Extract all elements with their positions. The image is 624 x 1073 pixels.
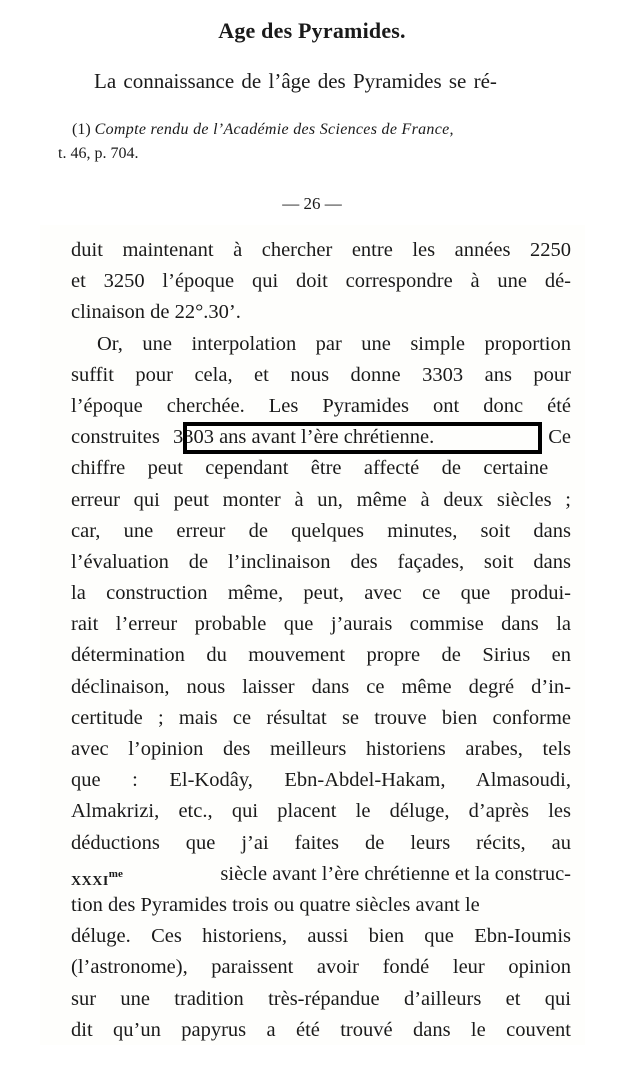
text-line: (l’astronome), paraissent avoir fondé leur opinion [71, 956, 571, 979]
text-line-highlighted [71, 422, 571, 453]
text-line: dit qu’un papyrus a été trouvé dans le couvent [71, 1018, 571, 1041]
text-line: déluge. Ces historiens, aussi bien que Ebn-Ioumis [71, 925, 571, 948]
text-line: rait l’erreur probable que j’aurais commise dans la [71, 613, 571, 636]
roman-numeral: xxxi [71, 867, 109, 890]
footnote-marker: (1) [72, 121, 91, 138]
text-line: clinaison de 22°.30’. [71, 301, 241, 324]
text-line: Or, une interpolation par une simple proportion [97, 332, 571, 355]
text-line: certitude ; mais ce résultat se trouve bien conforme [71, 706, 571, 729]
text-line: détermination du mouvement propre de Sirius en [71, 644, 571, 667]
text-line: et 3250 l’époque qui doit correspondre à une dé- [71, 270, 571, 293]
text-line: chiffre peut cependant être affecté de certaine [71, 457, 549, 480]
footnote-reference: t. 46, p. 704. [58, 145, 139, 162]
text-line: l’évaluation de l’inclinaison des façades, soit dans [71, 550, 571, 573]
intro-line: La connaissance de l’âge des Pyramides se ré- [94, 69, 497, 93]
text-line: avec l’opinion des meilleurs historiens arabes, tels [71, 738, 571, 760]
text-line: tion des Pyramides trois ou quatre siècles avant le [71, 893, 480, 916]
text-fragment: construites [71, 426, 160, 449]
text-line: que : El-Kodây, Ebn-Abdel-Hakam, Almasoudi, [71, 769, 571, 792]
body-text [71, 235, 571, 1046]
footnote-citation: Compte rendu de l’Académie des Sciences de France, [94, 121, 454, 138]
text-line: suffit pour cela, et nous donne 3303 ans pour [71, 363, 571, 386]
section-title: Age des Pyramides. [218, 18, 406, 43]
text-line: erreur qui peut monter à un, même à deux siècles ; [71, 488, 571, 511]
text-fragment: siècle avant l’ère chrétienne et la construc- [220, 862, 571, 885]
text-line: déclinaison, nous laisser dans ce même degré d’in- [71, 675, 571, 698]
text-line: Almakrizi, etc., qui placent le déluge, d’après les [71, 800, 571, 823]
text-line: sur une tradition très-répandue d’ailleurs et qui [71, 987, 571, 1010]
text-line: duit maintenant à chercher entre les années 2250 [71, 239, 571, 261]
superscript: me [108, 867, 123, 880]
footnote [58, 118, 578, 166]
page-number: — 26 — [282, 194, 342, 213]
text-line: la construction même, peut, avec ce que produi- [71, 582, 571, 605]
text-line: l’époque cherchée. Les Pyramides ont donc été [71, 394, 571, 417]
text-line: car, une erreur de quelques minutes, soit dans [71, 519, 571, 542]
text-line [71, 859, 571, 890]
text-line: déductions que j’ai faites de leurs récits, au [71, 831, 571, 854]
text-fragment: Ce [548, 426, 571, 449]
highlighted-text: 3303 ans avant l’ère chrétienne. [172, 426, 435, 449]
